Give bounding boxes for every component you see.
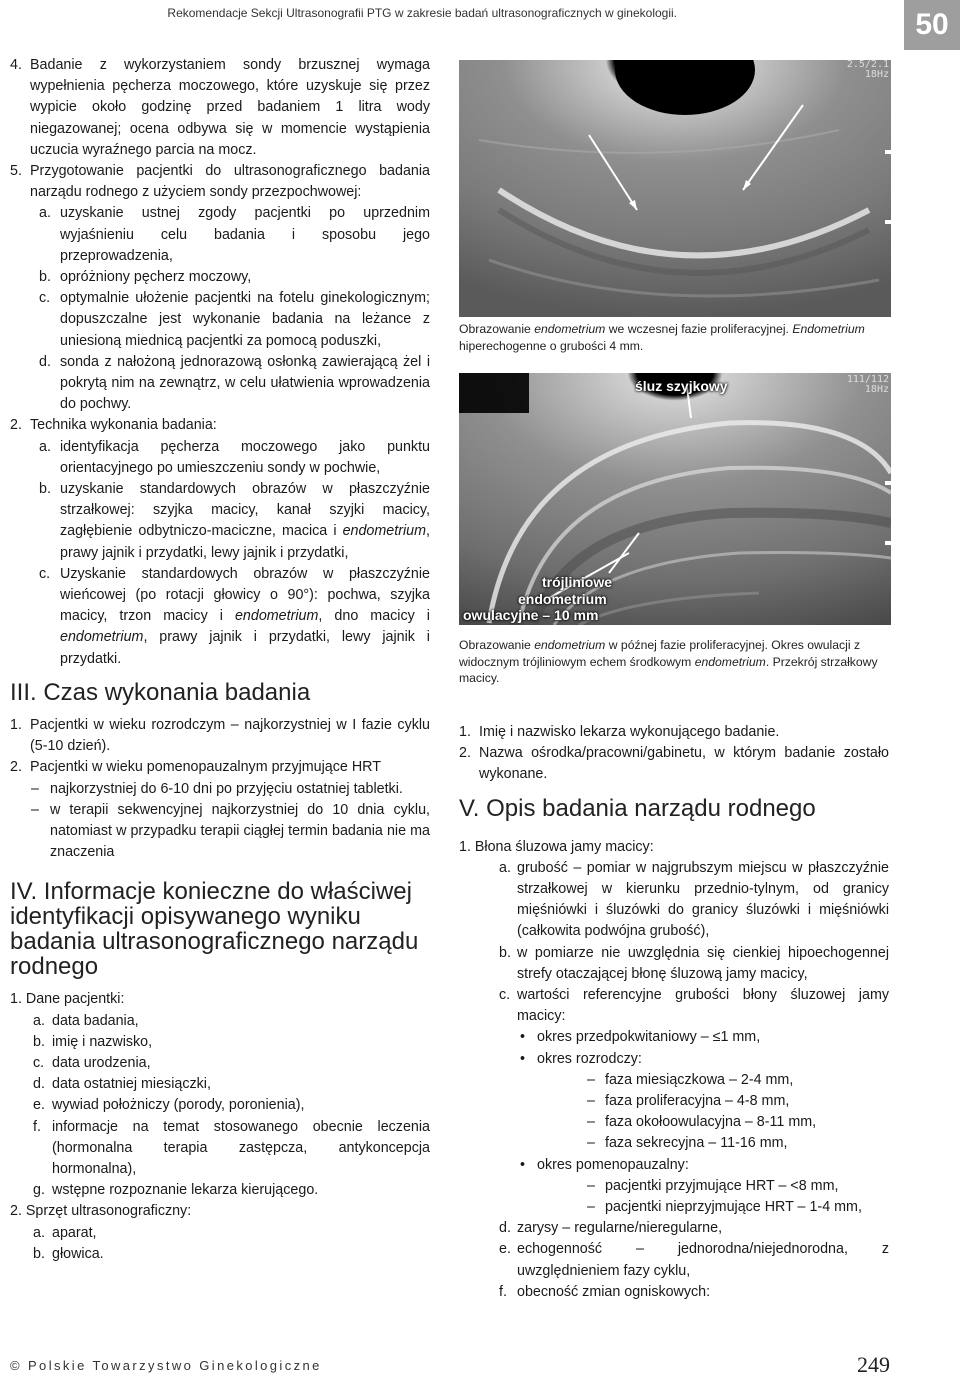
label-trilinear-2: endometrium <box>518 591 607 607</box>
list-item: • okres pomenopauzalny: <box>520 1156 689 1173</box>
list-item: 1. Pacjentki w wieku rozrodczym – najkorzystniej w I fazie cyklu (5-10 dzień). <box>10 716 430 755</box>
list-item: a. grubość – pomiar w najgrubszym miejscu w płaszczyźnie strzałkowej w kierunku przednio-tylnym, od granicy mięśniówki i śluzówki do granicy śluzówki i mięśniówki (całkowita podwójna grubość), <box>499 859 889 940</box>
label-trilinear-3: owulacyjne – 10 mm <box>463 607 599 623</box>
list-item: a. aparat, <box>33 1224 97 1241</box>
list-item: 4. Badanie z wykorzystaniem sondy brzusznej wymaga wypełnienia pęcherza moczowego, które uzyskuje się przez wypicie około godzinę przed badaniem 1 litra wody niegazowanej; ocena odbywa się w momencie wystąpienia uczucia wyraźnego parcia na mocz. <box>10 57 430 158</box>
list-item: b. imię i nazwisko, <box>33 1033 153 1050</box>
list-item: • okres rozrodczy: <box>520 1050 642 1067</box>
ultrasound-image-late-proliferative <box>459 373 891 625</box>
list-item: – faza miesiączkowa – 2-4 mm, <box>587 1071 794 1088</box>
list-item: a. identyfikacja pęcherza moczowego jako punktu orientacyjnego po umieszczeniu sondy w pochwie, <box>39 438 430 476</box>
list-item: a. data badania, <box>33 1012 139 1029</box>
list-heading: 2. Sprzęt ultrasonograficzny: <box>10 1203 192 1220</box>
list-item: f. informacje na temat stosowanego obecnie leczenia (hormonalna terapia zastępcza, antykoncepcja hormonalna), <box>33 1118 430 1177</box>
list-item: c. wartości referencyjne grubości błony śluzowej jamy macicy: <box>499 987 889 1025</box>
footer-page-number: 249 <box>857 1352 890 1377</box>
ultrasound-scan-graphic <box>459 60 891 317</box>
list-item: e. wywiad położniczy (porody, poronienia), <box>33 1097 305 1114</box>
list-item: 2. Pacjentki w wieku pomenopauzalnym przyjmujące HRT <box>10 759 381 776</box>
ultrasound-meta-freq: 18Hz <box>864 69 889 80</box>
list-item: 1. Imię i nazwisko lekarza wykonującego badanie. <box>459 724 780 740</box>
label-trilinear-1: trójliniowe <box>542 574 612 590</box>
list-item: d. data ostatniej miesiączki, <box>33 1076 211 1093</box>
list-item: – faza sekrecyjna – 11-16 mm, <box>587 1135 788 1152</box>
section-title: III. Czas wykonania badania <box>10 678 311 706</box>
list-item: c. data urodzenia, <box>33 1054 151 1071</box>
figure-caption: Obrazowanie endometrium we wczesnej fazie proliferacyjnej. Endometrium hiperechogenne o grubości 4 mm. <box>459 322 865 353</box>
section-title: IV. Informacje konieczne do właściwej identyfikacji opisywanego wyniku badania ultrasonograficznego narządu rodnego <box>10 878 419 981</box>
list-item: – w terapii sekwencyjnej najkorzystniej do 10 dnia cyklu, natomiast w przypadku terapii ciągłej termin badania nie ma znaczenia <box>31 801 430 861</box>
list-item: – faza proliferacyjna – 4-8 mm, <box>587 1093 790 1110</box>
list-item: b. opróżniony pęcherz moczowy, <box>39 269 252 286</box>
list-heading: 1. Dane pacjentki: <box>10 991 125 1008</box>
list-item: – pacjentki przyjmujące HRT – <8 mm, <box>587 1177 839 1194</box>
list-item: f. obecność zmian ogniskowych: <box>499 1283 711 1300</box>
list-item: e. echogenność – jednorodna/niejednorodna, z uwzględnieniem fazy cyklu, <box>499 1241 889 1279</box>
list-item: b. w pomiarze nie uwzględnia się cienkiej hipoechogennej strefy otaczającej błonę śluzową jamy macicy, <box>499 944 889 982</box>
list-item: – najkorzystniej do 6-10 dni po przyjęciu ostatniej tabletki. <box>31 780 403 797</box>
list-item: 2. Nazwa ośrodka/pracowni/gabinetu, w którym badanie zostało wykonane. <box>459 745 889 783</box>
right-column <box>459 722 889 1303</box>
list-item: b. uzyskanie standardowych obrazów w płaszczyźnie strzałkowej: szyjka macicy, kanał szyjki macicy, zagłębienie odbytniczo-maciczne, macica i endometrium, prawy jajnik i przydatki, lewy jajnik i przydatki, <box>39 481 430 561</box>
footer-society: © Polskie Towarzystwo Ginekologiczne <box>10 1358 322 1373</box>
section-title: V. Opis badania narządu rodnego <box>459 794 816 822</box>
ultrasound-image-early-proliferative <box>459 60 891 317</box>
list-item: a. uzyskanie ustnej zgody pacjentki po uprzednim wyjaśnieniu celu badania i sposobu jego przeprowadzenia, <box>39 205 430 264</box>
list-item: – faza okołoowulacyjna – 8-11 mm, <box>587 1114 817 1131</box>
list-item: d. zarysy – regularne/nieregularne, <box>499 1220 723 1237</box>
list-item: c. Uzyskanie standardowych obrazów w płaszczyźnie wieńcowej (po rotacji głowicy o 90°): pochwa, szyjka macicy, trzon macicy i endometrium, dno macicy i endometrium, prawy jajnik i przydatki, lewy jajnik i przydatki. <box>39 565 430 667</box>
ultrasound-meta-freq: 18Hz <box>864 384 889 395</box>
ultrasound-meta-top: 2.5/2.1 <box>846 60 889 70</box>
list-item: 5. Przygotowanie pacjentki do ultrasonograficznego badania narządu rodnego z użyciem sondy przezpochwowej: <box>10 163 430 201</box>
list-item: – pacjentki nieprzyjmujące HRT – 1-4 mm, <box>587 1199 862 1216</box>
page-number-badge: 50 <box>904 0 960 50</box>
ultrasound-scan-graphic <box>459 373 891 625</box>
left-column <box>10 55 430 1265</box>
list-item: d. sonda z nałożoną jednorazową osłonką zawierającą żel i pokrytą nim na zewnątrz, w celu ułatwienia wprowadzenia do pochwy. <box>39 353 430 413</box>
list-item: 2. Technika wykonania badania: <box>10 417 217 434</box>
figure-caption: Obrazowanie endometrium w późnej fazie proliferacyjnej. Okres owulacji z widocznym trójliniowym echem środkowym endometrium. Przekrój strzałkowy macicy. <box>459 638 878 685</box>
list-item: b. głowica. <box>33 1245 104 1262</box>
running-title: Rekomendacje Sekcji Ultrasonografii PTG w zakresie badań ultrasonograficznych w ginekologii. <box>167 6 677 20</box>
label-cervical-mucus: śluz szyjkowy <box>635 378 728 394</box>
list-heading: 1. Błona śluzowa jamy macicy: <box>459 838 654 855</box>
list-item: c. optymalnie ułożenie pacjentki na fotelu ginekologicznym; dopuszczalne jest wykonanie badania na leżance z uniesioną miednicą pacjentki za pomocą poduszki, <box>39 290 430 349</box>
list-item: g. wstępne rozpoznanie lekarza kierującego. <box>33 1182 319 1199</box>
ultrasound-meta-top: 111/112 <box>846 374 889 385</box>
list-item: • okres przedpokwitaniowy – ≤1 mm, <box>520 1029 761 1046</box>
page-header <box>0 0 960 40</box>
